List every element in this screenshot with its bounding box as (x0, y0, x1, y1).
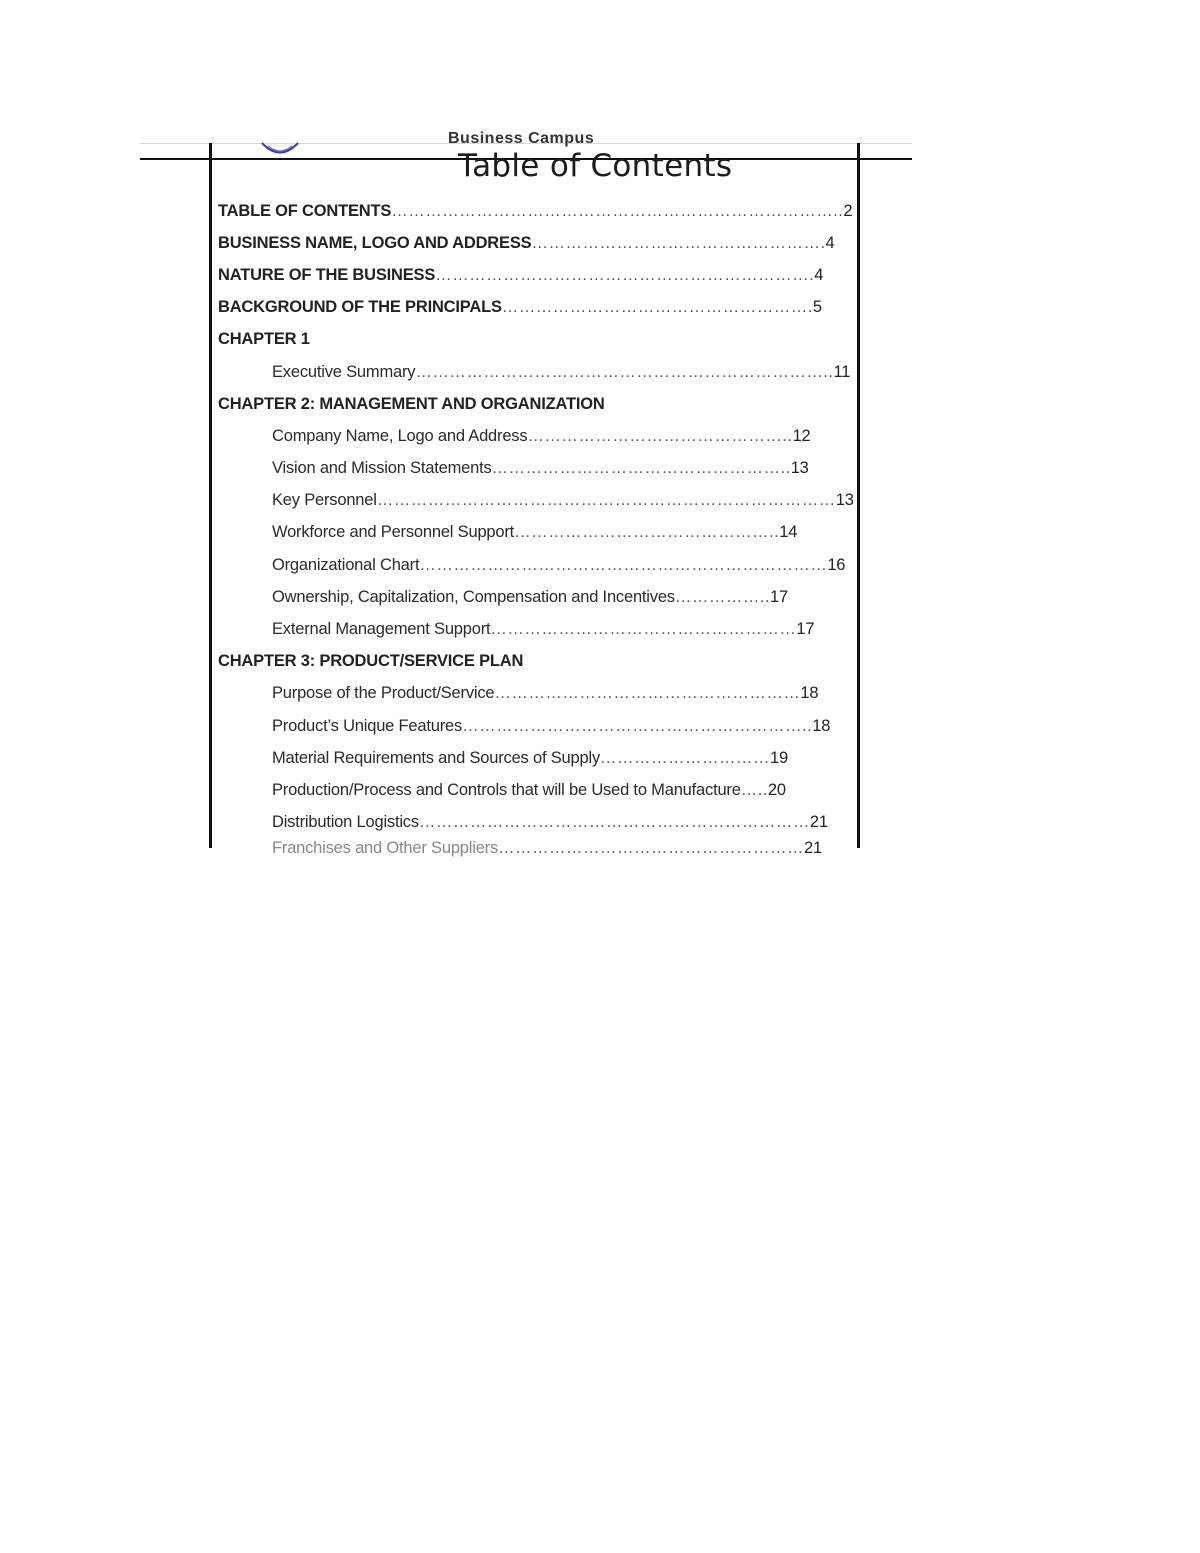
toc-page-number: 13 (835, 491, 854, 510)
toc-page-number: 13 (790, 459, 809, 478)
toc-page-number: 4 (814, 265, 824, 284)
toc-page-number: 4 (825, 233, 835, 252)
toc-page-number: 21 (809, 813, 828, 832)
toc-page-number: 16 (827, 555, 846, 574)
toc-leader-dots: ………………………… (600, 748, 770, 767)
toc-entry[interactable] (218, 549, 846, 581)
toc-leader-dots: …………………………………………………………………….. (391, 201, 844, 220)
toc-entry-label: NATURE OF THE BUSINESS (218, 265, 436, 284)
toc-entry[interactable] (218, 292, 838, 324)
school-logo-icon (260, 140, 300, 156)
toc-leader-dots: ….. (740, 780, 768, 799)
toc-page-number: 14 (779, 523, 798, 542)
toc-entry-label: Distribution Logistics (272, 813, 419, 832)
toc-page-number: 17 (770, 587, 788, 606)
page-border-left (209, 143, 212, 848)
toc-entry[interactable] (218, 613, 838, 645)
toc-entry[interactable] (218, 678, 838, 710)
toc-entry[interactable] (218, 420, 838, 452)
toc-entry[interactable] (218, 517, 838, 549)
toc-entry-label: BUSINESS NAME, LOGO AND ADDRESS (218, 233, 532, 252)
toc-entry-label: Ownership, Capitalization, Compensation and Incentives (272, 587, 675, 606)
toc-entry-label: Key Personnel (272, 491, 377, 510)
toc-entry-label: Executive Summary (272, 362, 416, 381)
toc-leader-dots: ……………………………………………… (490, 620, 797, 639)
toc-page-number: 19 (770, 748, 788, 767)
table-of-contents (218, 195, 854, 859)
toc-leader-dots: ……………………………………………………………… (419, 555, 828, 574)
toc-chapter-heading[interactable] (218, 388, 838, 420)
toc-entry-label: Product’s Unique Features (272, 716, 463, 735)
toc-entry-label: Purpose of the Product/Service (272, 684, 495, 703)
page-border-right (857, 143, 860, 848)
toc-leader-dots: …………………………………………………………… (418, 813, 810, 832)
toc-leader-dots: ……………………………………………. (531, 233, 826, 252)
toc-leader-dots: ……………………………………………………………….. (415, 362, 834, 381)
toc-leader-dots: …………….. (674, 587, 771, 606)
toc-entry[interactable] (218, 356, 851, 388)
toc-entry-label: BACKGROUND OF THE PRINCIPALS (218, 298, 502, 317)
toc-leader-dots: …………………………………………………………. (435, 265, 815, 284)
toc-leader-dots: ……………………………………………………………………… (376, 491, 836, 510)
toc-page-number: 20 (767, 780, 786, 799)
toc-entry-label: External Management Support (272, 620, 491, 639)
toc-entry-label: CHAPTER 3: PRODUCT/SERVICE PLAN (218, 652, 524, 671)
toc-chapter-heading[interactable] (218, 324, 838, 356)
toc-page-number: 21 (804, 839, 822, 858)
page-title: Table of Contents (458, 148, 733, 184)
toc-entry[interactable] (218, 195, 853, 227)
toc-entry-label: Vision and Mission Statements (272, 459, 492, 478)
toc-entry[interactable] (218, 227, 838, 259)
toc-entry-label: CHAPTER 1 (218, 330, 310, 349)
toc-entry[interactable] (218, 742, 838, 774)
toc-entry[interactable] (218, 774, 838, 806)
toc-entry-cut-off[interactable] (218, 839, 838, 859)
toc-leader-dots: …………………………………………………….. (462, 716, 813, 735)
toc-leader-dots: ……………………………………….. (527, 426, 793, 445)
toc-entry-label: Organizational Chart (272, 555, 420, 574)
toc-entry[interactable] (218, 807, 838, 839)
toc-entry-label: Material Requirements and Sources of Supply (272, 748, 600, 767)
toc-leader-dots: …………………………………………….. (491, 459, 791, 478)
toc-leader-dots: ………………………………………………. (501, 298, 813, 317)
toc-entry[interactable] (218, 485, 854, 517)
header-campus-text: Business Campus (448, 130, 595, 147)
toc-page-number: 2 (843, 201, 853, 220)
toc-page-number: 12 (792, 426, 811, 445)
toc-entry-label: Franchises and Other Suppliers (272, 839, 499, 858)
toc-entry-label: Company Name, Logo and Address (272, 426, 528, 445)
toc-entry[interactable] (218, 453, 838, 485)
toc-leader-dots: ……………………………………………… (498, 839, 805, 858)
toc-page-number: 18 (800, 684, 819, 703)
toc-page-number: 18 (812, 716, 831, 735)
document-page (140, 130, 912, 858)
toc-page-number: 17 (796, 620, 815, 639)
toc-page-number: 11 (833, 362, 851, 381)
toc-entry[interactable] (218, 581, 838, 613)
toc-entry-label: Workforce and Personnel Support (272, 523, 515, 542)
toc-entry-label: TABLE OF CONTENTS (218, 201, 392, 220)
toc-leader-dots: ……………………………………….. (514, 523, 780, 542)
toc-entry[interactable] (218, 710, 838, 742)
toc-entry-label: CHAPTER 2: MANAGEMENT AND ORGANIZATION (218, 394, 605, 413)
toc-entry[interactable] (218, 259, 838, 291)
toc-entry-label: Production/Process and Controls that will be Used to Manufacture (272, 780, 741, 799)
toc-chapter-heading[interactable] (218, 646, 838, 678)
toc-page-number: 5 (812, 298, 822, 317)
toc-leader-dots: ……………………………………………… (494, 684, 801, 703)
